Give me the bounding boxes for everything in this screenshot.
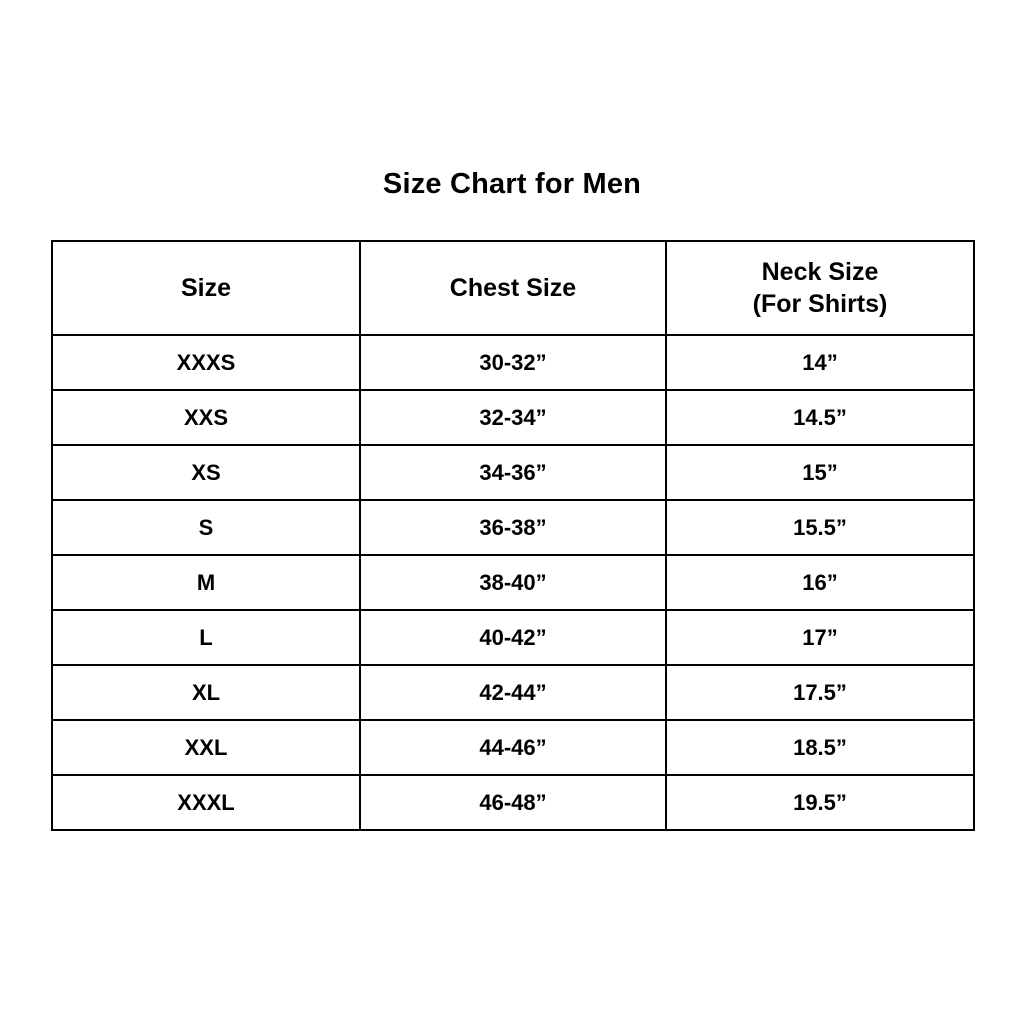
table-row [52,720,974,775]
cell-chest: 36-38” [360,500,666,555]
table-row [52,610,974,665]
cell-size: XXL [52,720,360,775]
column-header-size [52,241,360,335]
cell-size: XS [52,445,360,500]
cell-chest: 34-36” [360,445,666,500]
cell-chest: 40-42” [360,610,666,665]
cell-neck: 16” [666,555,974,610]
column-header-size-label: Size [180,274,232,302]
cell-neck: 14” [666,335,974,390]
cell-chest: 38-40” [360,555,666,610]
table-row [52,775,974,830]
cell-chest: 32-34” [360,390,666,445]
size-chart-table [51,240,975,831]
cell-size: M [52,555,360,610]
cell-chest: 44-46” [360,720,666,775]
cell-chest: 30-32” [360,335,666,390]
cell-neck: 15” [666,445,974,500]
cell-chest: 46-48” [360,775,666,830]
column-header-chest [360,241,666,335]
table-row [52,335,974,390]
table-row [52,555,974,610]
column-header-neck [666,241,974,335]
column-header-chest-label: Chest Size [449,274,577,302]
cell-neck: 19.5” [666,775,974,830]
table-header-row [52,241,974,335]
cell-size: XL [52,665,360,720]
page-title: Size Chart for Men [382,168,642,200]
cell-neck: 18.5” [666,720,974,775]
table-row [52,665,974,720]
column-header-neck-sublabel: (For Shirts) [752,290,888,318]
cell-size: XXXS [52,335,360,390]
cell-size: XXXL [52,775,360,830]
cell-size: L [52,610,360,665]
cell-size: S [52,500,360,555]
cell-neck: 17” [666,610,974,665]
table-body [52,335,974,830]
table-row [52,445,974,500]
table-header [52,241,974,335]
cell-chest: 42-44” [360,665,666,720]
cell-neck: 14.5” [666,390,974,445]
column-header-neck-label: Neck Size [761,258,879,286]
cell-size: XXS [52,390,360,445]
table-row [52,390,974,445]
table-row [52,500,974,555]
cell-neck: 17.5” [666,665,974,720]
cell-neck: 15.5” [666,500,974,555]
